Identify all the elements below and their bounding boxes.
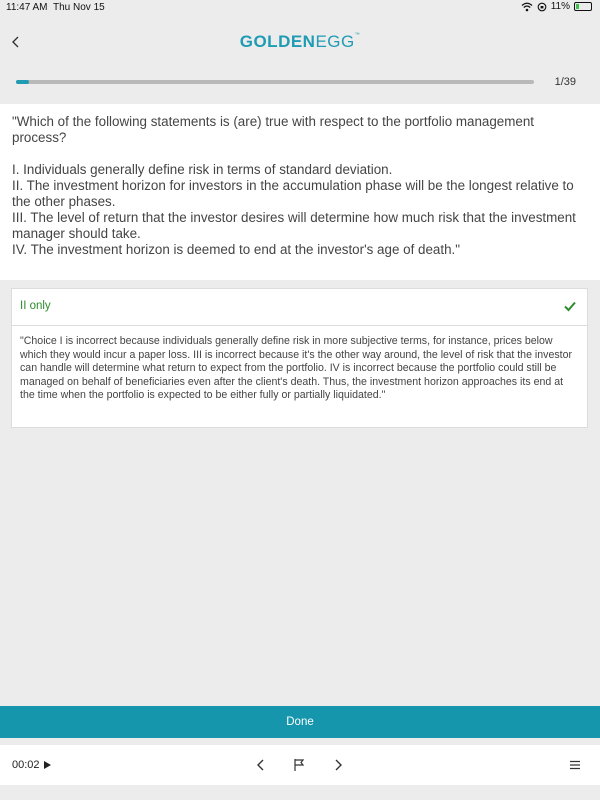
progress-fill: [16, 80, 29, 84]
header: [0, 16, 600, 70]
logo-trademark: ™: [354, 32, 361, 38]
wifi-icon: [521, 2, 533, 12]
app-logo: [0, 32, 600, 52]
answer-option[interactable]: [12, 289, 587, 326]
battery-icon: [574, 2, 592, 11]
chevron-left-icon: [252, 756, 270, 774]
question-stem: "Which of the following statements is (are) true with respect to the portfolio management process?: [12, 114, 535, 145]
menu-button[interactable]: [568, 758, 582, 772]
question-counter: 1/39: [554, 76, 576, 88]
done-button[interactable]: Done: [0, 706, 600, 738]
previous-button[interactable]: [252, 756, 270, 774]
checkmark-icon: [563, 299, 577, 313]
flag-button[interactable]: [290, 756, 308, 774]
status-bar: [0, 0, 600, 16]
answer-explanation: "Choice I is incorrect because individuals generally define risk in more subjective terms, for instance, prices below which they would incur a paper loss. III is incorrect because it's the other way around, the level of risk that the investor can handle will determine what return to expect from the portfolio. IV is incorrect because the portfolio could still be managed on behalf of beneficiaries even after the client's death. Thus, the investment horizon approaches its end at the time when the portfolio is expected to be either fully or partially liquidated.": [20, 335, 572, 401]
answer-label: II only: [20, 300, 51, 312]
statement-4: IV. The investment horizon is deemed to end at the investor's age of death.": [12, 242, 460, 257]
menu-icon: [568, 758, 582, 772]
statement-2: II. The investment horizon for investors in the accumulation phase will be the longest relative to the other phases.: [12, 178, 574, 209]
logo-golden: GOLDEN: [239, 32, 316, 51]
status-indicators: [521, 1, 592, 12]
statement-3: III. The level of return that the investor desires will determine how much risk that the investment manager should take.: [12, 210, 576, 241]
progress-bar: [16, 80, 534, 84]
play-icon: [43, 761, 51, 769]
statement-1: I. Individuals generally define risk in terms of standard deviation.: [12, 162, 393, 177]
bottom-toolbar: [0, 745, 600, 785]
question-panel: [0, 104, 600, 280]
flag-icon: [290, 756, 308, 774]
status-time: 11:47 AM: [6, 2, 48, 13]
orientation-lock-icon: [537, 2, 547, 12]
battery-percent: 11%: [550, 1, 570, 12]
chevron-right-icon: [329, 756, 347, 774]
timer[interactable]: [12, 759, 51, 771]
status-date: Thu Nov 15: [53, 2, 105, 13]
next-button[interactable]: [329, 756, 347, 774]
timer-value: 00:02: [12, 759, 40, 771]
question-text: [12, 114, 590, 258]
answer-card: [11, 288, 588, 428]
logo-egg: EGG: [315, 32, 355, 51]
